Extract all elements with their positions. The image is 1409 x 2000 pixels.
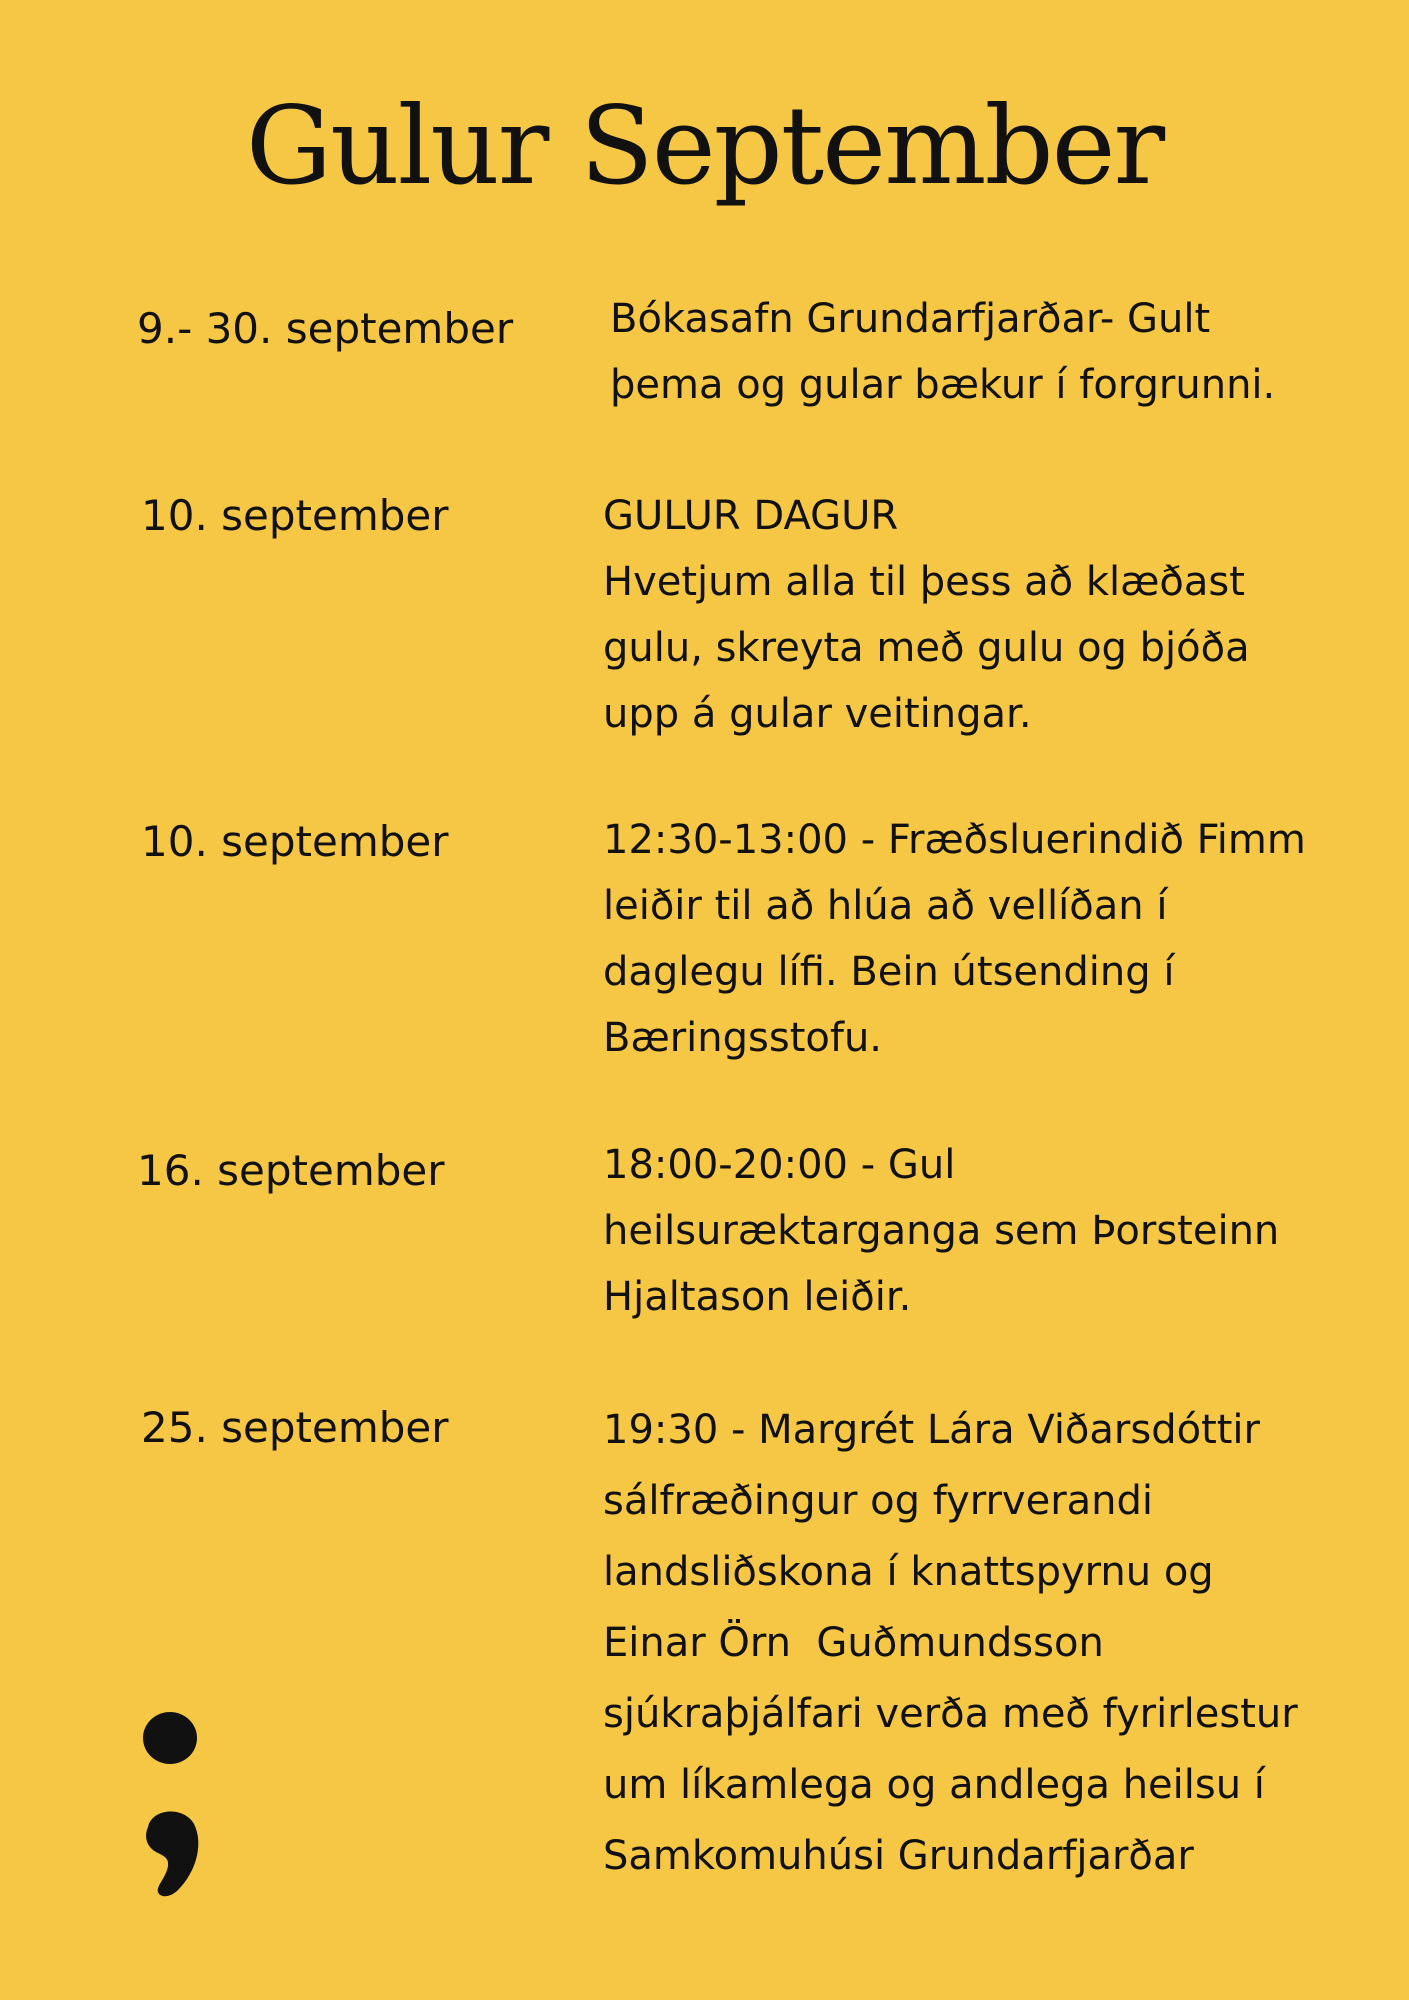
description-line: upp á gular veitingar. [603,691,1032,737]
page-title: Gulur September [245,84,1164,209]
event-date: 10. september [141,491,449,540]
description-line: sálfræðingur og fyrrverandi [603,1478,1154,1524]
event-date: 9.- 30. september [137,304,514,353]
description-line: sjúkraþjálfari verða með fyrirlestur [603,1691,1298,1737]
description-line: gulu, skreyta með gulu og bjóða [603,625,1250,671]
description-line: Hjaltason leiðir. [603,1274,912,1320]
description-line: Bókasafn Grundarfjarðar- Gult [610,296,1211,342]
description-line: þema og gular bækur í forgrunni. [610,362,1276,408]
description-line: 19:30 - Margrét Lára Viðarsdóttir [603,1407,1260,1453]
event-description [603,483,1363,747]
description-line: Samkomuhúsi Grundarfjarðar [603,1833,1194,1879]
event-date: 10. september [141,817,449,866]
description-line: um líkamlega og andlega heilsu í [603,1762,1265,1808]
description-line: 12:30-13:00 - Fræðsluerindið Fimm [603,817,1306,863]
event-date: 16. september [137,1146,445,1195]
description-line: daglegu lífi. Bein útsending í [603,949,1175,995]
description-line: heilsuræktarganga sem Þorsteinn [603,1208,1280,1254]
event-description [603,1132,1363,1330]
event-date: 25. september [141,1403,449,1452]
description-line: landsliðskona í knattspyrnu og [603,1549,1214,1595]
description-line: Einar Örn Guðmundsson [603,1620,1104,1666]
event-description [610,286,1370,418]
description-line: GULUR DAGUR [603,493,899,539]
description-line: 18:00-20:00 - Gul [603,1142,956,1188]
event-description [603,807,1363,1071]
description-line: Hvetjum alla til þess að klæðast [603,559,1245,605]
event-description [603,1395,1363,1892]
semicolon-logo-icon [138,1712,208,1898]
description-line: leiðir til að hlúa að vellíðan í [603,883,1168,929]
description-line: Bæringsstofu. [603,1015,883,1061]
